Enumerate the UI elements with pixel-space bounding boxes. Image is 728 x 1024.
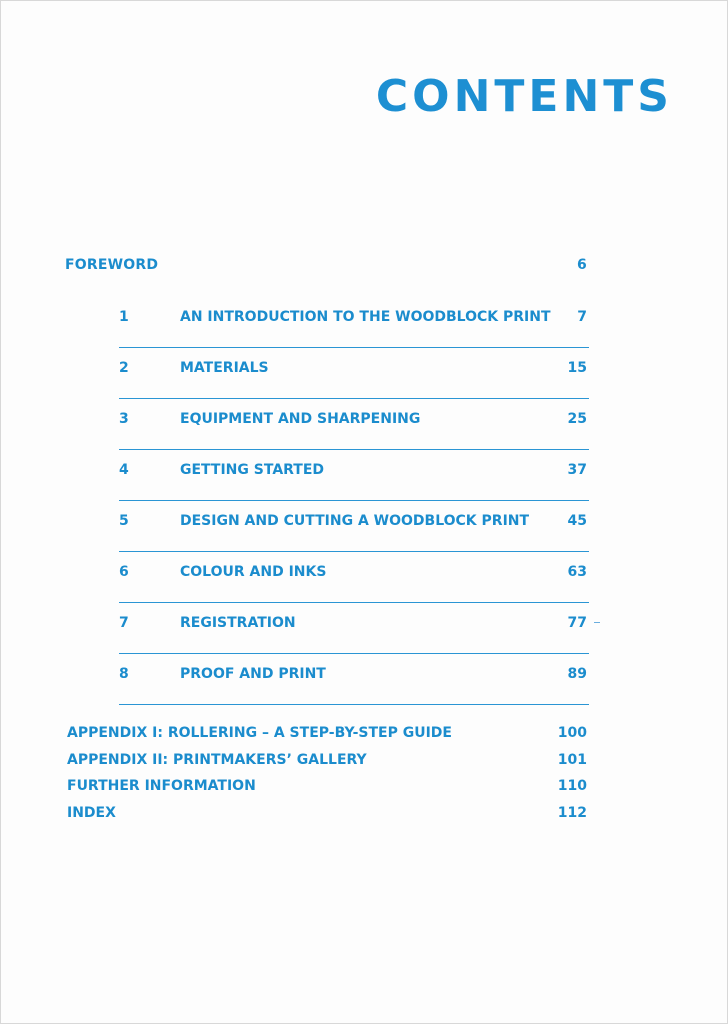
chapter-number: 4: [119, 462, 129, 478]
foreword-page-number: 6: [577, 257, 587, 273]
back-matter-entry-index[interactable]: [67, 805, 587, 832]
back-matter-title: INDEX: [67, 804, 116, 821]
chapter-title: COLOUR AND INKS: [180, 564, 327, 580]
foreword-entry[interactable]: [65, 257, 587, 273]
chapter-title: MATERIALS: [180, 360, 269, 376]
back-matter-list: [67, 725, 587, 831]
chapter-page-number: 37: [567, 462, 587, 478]
back-matter-entry-appendix-2[interactable]: [67, 752, 587, 779]
chapter-list: [119, 297, 589, 705]
chapter-number: 1: [119, 309, 129, 325]
back-matter-title: FURTHER INFORMATION: [67, 778, 256, 794]
back-matter-page-number: 110: [557, 778, 587, 794]
chapter-number: 6: [119, 564, 129, 580]
chapter-entry-5[interactable]: [119, 501, 589, 552]
chapter-number: 8: [119, 666, 129, 682]
back-matter-entry-appendix-1[interactable]: [67, 725, 587, 752]
chapter-entry-3[interactable]: [119, 399, 589, 450]
chapter-title: GETTING STARTED: [180, 462, 325, 478]
page-title: CONTENTS: [375, 71, 673, 122]
chapter-entry-7[interactable]: [119, 603, 589, 654]
chapter-entry-2[interactable]: [119, 348, 589, 399]
back-matter-entry-further-information[interactable]: [67, 778, 587, 805]
chapter-number: 3: [119, 411, 129, 427]
chapter-page-number: 25: [567, 411, 587, 427]
chapter-entry-6[interactable]: [119, 552, 589, 603]
foreword-label: FOREWORD: [65, 257, 159, 273]
chapter-title: DESIGN AND CUTTING A WOODBLOCK PRINT: [180, 513, 530, 529]
chapter-title: EQUIPMENT AND SHARPENING: [180, 411, 421, 427]
chapter-page-number: 89: [567, 666, 587, 682]
chapter-title: AN INTRODUCTION TO THE WOODBLOCK PRINT: [180, 309, 551, 325]
chapter-entry-4[interactable]: [119, 450, 589, 501]
chapter-page-number: 15: [567, 360, 587, 376]
chapter-number: 5: [119, 513, 129, 529]
stray-mark: [594, 622, 600, 623]
chapter-page-number: 45: [567, 513, 587, 529]
back-matter-title: APPENDIX II: PRINTMAKERS’ GALLERY: [67, 751, 367, 768]
chapter-title: PROOF AND PRINT: [180, 666, 326, 682]
chapter-page-number: 63: [567, 564, 587, 580]
chapter-number: 2: [119, 360, 129, 376]
chapter-entry-1[interactable]: [119, 297, 589, 348]
back-matter-page-number: 101: [557, 751, 587, 768]
chapter-number: 7: [119, 615, 129, 631]
back-matter-page-number: 112: [557, 804, 587, 821]
back-matter-title: APPENDIX I: ROLLERING – A STEP-BY-STEP GUIDE: [67, 725, 452, 741]
chapter-title: REGISTRATION: [180, 615, 296, 631]
back-matter-page-number: 100: [557, 725, 587, 741]
chapter-entry-8[interactable]: [119, 654, 589, 705]
chapter-page-number: 77: [567, 615, 587, 631]
chapter-page-number: 7: [577, 309, 587, 325]
